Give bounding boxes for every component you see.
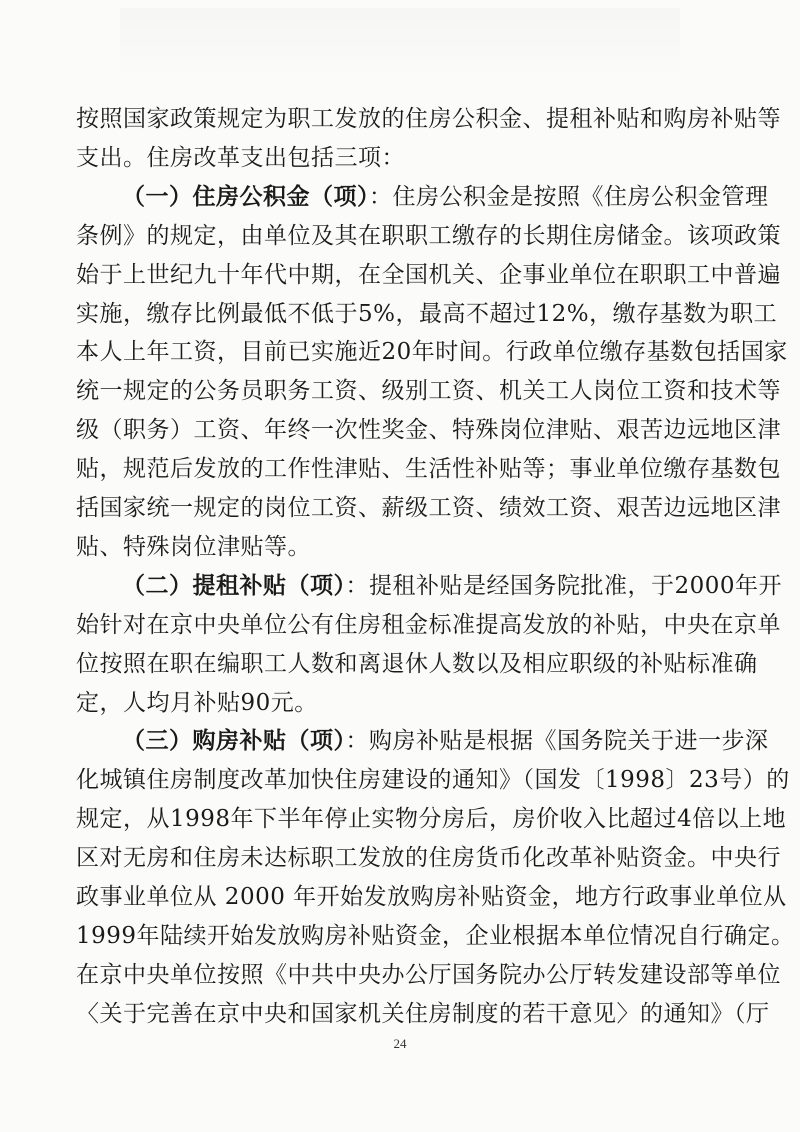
line-text: 按照国家政策规定为职工发放的住房公积金、提租补贴和购房补贴等	[76, 106, 781, 132]
body-line	[76, 998, 770, 1030]
section-heading: （二）提租补贴（项）	[122, 571, 346, 599]
line-text: 条例》的规定，由单位及其在职职工缴存的长期住房储金。该项政策	[76, 222, 781, 249]
line-text: 〈关于完善在京中央和国家机关住房制度的若干意见〉的通知》（厅	[76, 1000, 770, 1027]
body-line	[76, 142, 726, 174]
body-line	[76, 764, 790, 796]
line-text: 贴，规范后发放的工作性津贴、生活性补贴等；事业单位缴存基数包	[76, 456, 781, 483]
line-text: 括国家统一规定的岗位工资、薪级工资、绩效工资、艰苦边远地区津	[76, 495, 781, 521]
line-text: 始于上世纪九十年代中期，在全国机关、企事业单位在职职工中普遍	[76, 261, 781, 288]
line-text: 统一规定的公务员职务工资、级别工资、机关工人岗位工资和技术等	[76, 378, 781, 405]
line-text: 在京中央单位按照《中共中央办公厅国务院办公厅转发建设部等单位	[76, 961, 781, 988]
body-line	[76, 220, 781, 252]
body-line	[76, 609, 781, 641]
line-text: 区对无房和住房未达标职工发放的住房货币化改革补贴资金。中央行	[76, 845, 781, 872]
scan-shadow	[120, 8, 680, 78]
body-line	[76, 842, 781, 874]
page-number: 24	[393, 1036, 407, 1051]
line-text: 位按照在职在编职工人数和离退休人数以及相应职级的补贴标准确	[76, 650, 758, 677]
section-heading-line	[122, 181, 769, 213]
line-text: 1999年陆续开始发放购房补贴资金，企业根据本单位情况自行确定。	[76, 922, 795, 949]
body-line	[76, 375, 781, 407]
body-line	[76, 803, 787, 835]
line-text: ：提租补贴是经国务院批准，于2000年开	[345, 572, 783, 599]
body-line	[76, 336, 788, 368]
line-text: 实施，缴存比例最低不低于5%，最高不超过12%，缴存基数为职工	[76, 300, 778, 327]
body-line	[76, 687, 726, 719]
section-heading: （一）住房公积金（项）	[122, 182, 369, 210]
line-text: 定，人均月补贴90元。	[76, 689, 318, 716]
body-line	[76, 959, 781, 991]
line-text: 贴、特殊岗位津贴等。	[76, 533, 311, 560]
line-text: 化城镇住房制度改革加快住房建设的通知》（国发〔1998〕23号）的	[76, 767, 790, 794]
body-line	[76, 259, 781, 291]
section-heading-line	[122, 725, 769, 757]
body-line	[76, 531, 726, 563]
line-text: 级（职务）工资、年终一次性奖金、特殊岗位津贴、艰苦边远地区津	[76, 417, 781, 444]
body-line	[76, 881, 787, 913]
line-text: 政事业单位从 2000 年开始发放购房补贴资金，地方行政事业单位从	[76, 884, 787, 910]
body-line	[76, 298, 778, 330]
line-text: ：住房公积金是按照《住房公积金管理	[369, 183, 769, 210]
body-line	[76, 492, 781, 524]
body-line	[76, 453, 781, 485]
line-text: ：购房补贴是根据《国务院关于进一步深	[345, 728, 769, 755]
body-line	[76, 414, 781, 446]
line-text: 支出。住房改革支出包括三项：	[76, 144, 405, 171]
section-heading-line	[122, 570, 783, 602]
line-text: 规定，从1998年下半年停止实物分房后，房价收入比超过4倍以上地	[76, 806, 787, 833]
body-line	[76, 103, 781, 135]
body-line	[76, 920, 795, 952]
body-line	[76, 648, 758, 680]
line-text: 始针对在京中央单位公有住房租金标准提高发放的补贴，中央在京单	[76, 611, 781, 638]
section-heading: （三）购房补贴（项）	[122, 727, 346, 755]
line-text: 本人上年工资，目前已实施近20年时间。行政单位缴存基数包括国家	[76, 339, 788, 366]
